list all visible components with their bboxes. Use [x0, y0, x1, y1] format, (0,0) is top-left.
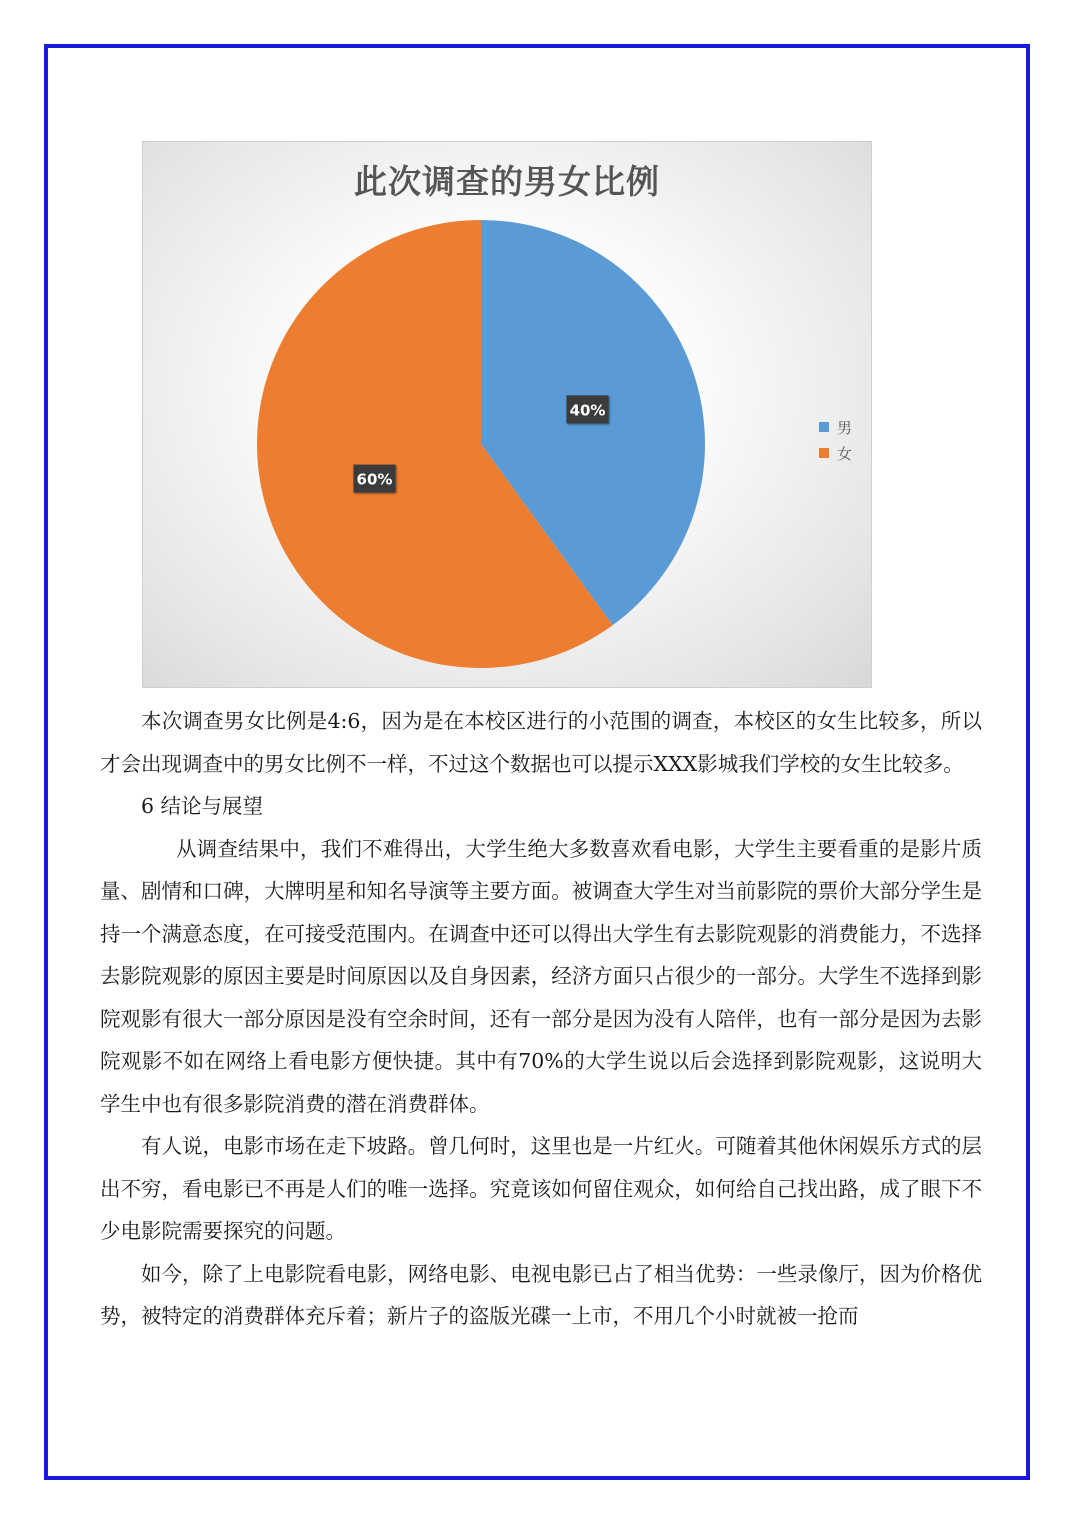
- body-text: [100, 700, 982, 1338]
- pie-label-male: [567, 395, 609, 423]
- chart-title: 此次调查的男女比例: [354, 162, 660, 201]
- legend-label-female: 女: [837, 444, 853, 463]
- pie-chart-svg: [143, 142, 873, 689]
- svg-text:40%: 40%: [569, 401, 606, 420]
- legend-swatch-male: [819, 422, 829, 432]
- paragraph-market: 有人说，电影市场在走下坡路。曾几何时，这里也是一片红火。可随着其他休闲娱乐方式的层出不穷，看电影已不再是人们的唯一选择。究竟该如何留住观众，如何给自己找出路，成了眼下不少电影院需要探究的问题。: [100, 1134, 982, 1243]
- chart-legend: [819, 414, 852, 466]
- legend-item-female: [819, 440, 852, 466]
- paragraph-conclusion: 从调查结果中，我们不难得出，大学生绝大多数喜欢看电影，大学生主要看重的是影片质量、剧情和口碑，大牌明星和知名导演等主要方面。被调查大学生对当前影院的票价大部分学生是持一个满意态度，在可接受范围内。在调查中还可以得出大学生有去影院观影的消费能力，不选择去影院观影的原因主要是时间原因以及自身因素，经济方面只占很少的一部分。大学生不选择到影院观影有很大一部分原因是没有空余时间，还有一部分是因为没有人陪伴，也有一部分是因为去影院观影不如在网络上看电影方便快捷。其中有70%的大学生说以后会选择到影院观影，这说明大学生中也有很多影院消费的潜在消费群体。: [100, 836, 982, 1116]
- section-heading: 6 结论与展望: [141, 794, 264, 818]
- paragraph-competition: 如今，除了上电影院看电影，网络电影、电视电影已占了相当优势：一些录像厅，因为价格优势，被特定的消费群体充斥着；新片子的盗版光碟一上市，不用几个小时就被一抢而: [100, 1261, 982, 1328]
- legend-label-male: 男: [837, 418, 853, 437]
- pie-chart: [142, 141, 872, 688]
- paragraph-gender-ratio: 本次调查男女比例是4:6，因为是在本校区进行的小范围的调查，本校区的女生比较多，所以才会出现调查中的男女比例不一样，不过这个数据也可以提示XXX影城我们学校的女生比较多。: [100, 709, 982, 776]
- svg-text:60%: 60%: [356, 470, 393, 489]
- legend-swatch-female: [819, 448, 829, 458]
- legend-item-male: [819, 414, 852, 440]
- pie-label-female: [353, 465, 395, 493]
